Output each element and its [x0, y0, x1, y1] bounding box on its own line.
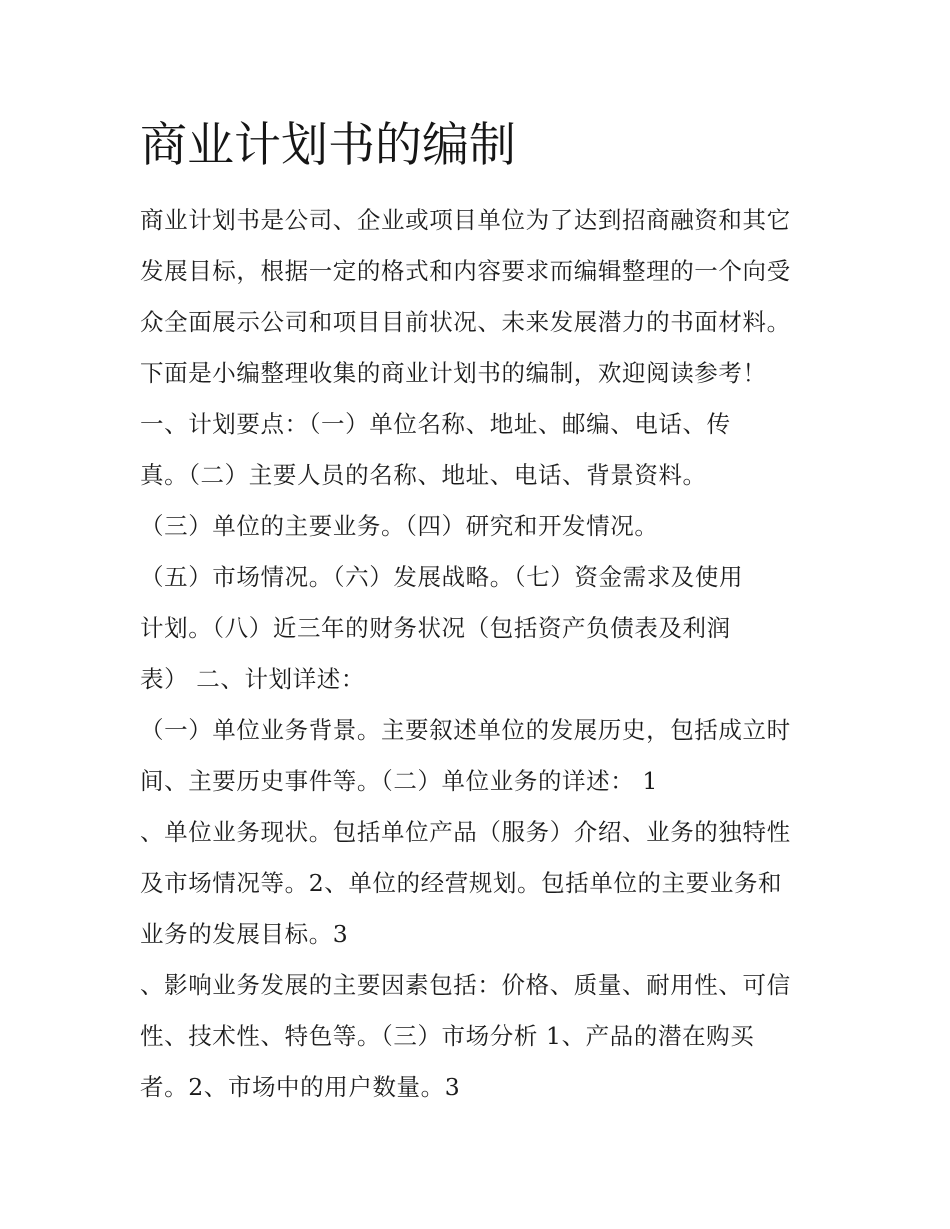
- paragraph-line-5: 一、计划要点：（一）单位名称、地址、邮编、电话、传: [140, 410, 731, 438]
- paragraph-line-8: （五）市场情况。（六）发展战略。（七）资金需求及使用: [140, 563, 744, 591]
- paragraph-line-1: 商业计划书是公司、企业或项目单位为了达到招商融资和其它: [140, 206, 791, 234]
- paragraph-line-7: （三）单位的主要业务。（四）研究和开发情况。: [140, 512, 659, 540]
- paragraph-line-4: 下面是小编整理收集的商业计划书的编制，欢迎阅读参考！: [140, 359, 767, 387]
- paragraph-line-9: 计划。（八）近三年的财务状况（包括资产负债表及利润: [140, 614, 731, 642]
- paragraph-line-16: 、影响业务发展的主要因素包括：价格、质量、耐用性、可信: [140, 971, 791, 999]
- paragraph-line-10: 表） 二、计划详述：: [140, 665, 365, 693]
- paragraph-line-6: 真。（二）主要人员的名称、地址、电话、背景资料。: [140, 461, 707, 489]
- paragraph-line-2: 发展目标，根据一定的格式和内容要求而编辑整理的一个向受: [140, 257, 791, 285]
- paragraph-line-13: 、单位业务现状。包括单位产品（服务）介绍、业务的独特性: [140, 818, 791, 846]
- paragraph-line-11: （一）单位业务背景。主要叙述单位的发展历史，包括成立时: [140, 716, 791, 744]
- paragraph-line-18: 者。2、市场中的用户数量。3: [140, 1073, 461, 1101]
- paragraph-line-3: 众全面展示公司和项目目前状况、未来发展潜力的书面材料。: [140, 308, 791, 336]
- paragraph-line-17: 性、技术性、特色等。（三）市场分析 1、产品的潜在购买: [140, 1022, 755, 1050]
- paragraph-line-15: 业务的发展目标。3: [140, 920, 349, 948]
- paragraph-line-14: 及市场情况等。2、单位的经营规划。包括单位的主要业务和: [140, 869, 783, 897]
- page-title: 商业计划书的编制: [140, 118, 516, 173]
- paragraph-line-12: 间、主要历史事件等。（二）单位业务的详述： 1: [140, 767, 658, 795]
